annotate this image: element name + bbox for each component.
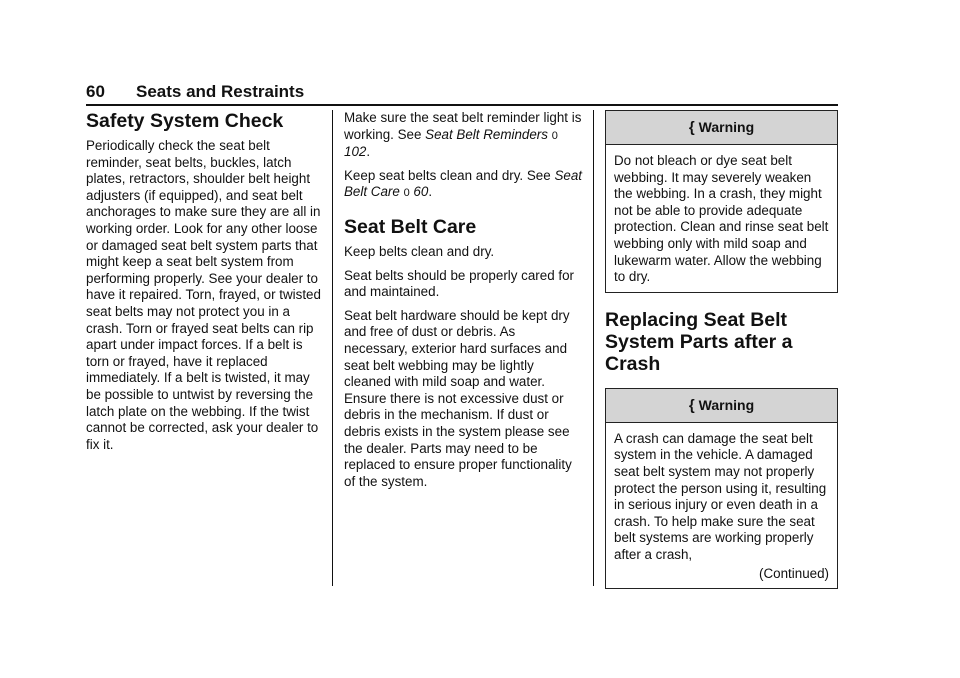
- seat-belt-care-link[interactable]: Seat Belt Care: [344, 167, 582, 200]
- column-1: [86, 110, 322, 460]
- column-divider: [593, 110, 594, 586]
- reminder-paragraph: Make sure the seat belt reminder light is working. See Seat Belt Reminders 0 102.: [344, 110, 582, 160]
- warning-crash-text: A crash can damage the seat belt system in the vehicle. A damaged seat belt system may not properly protect the person using it, resulting in serious injury or even death in a crash. To help make sure the seat belt systems are working properly after a crash,: [614, 430, 827, 562]
- warning-header: [606, 389, 837, 423]
- page-ref-icon: 0: [551, 129, 558, 142]
- hardware-paragraph: Seat belt hardware should be kept dry and free of dust or debris. As necessary, exterior hard surfaces and seat belt webbing may be lightly cleaned with mild soap and water. Ensure there is not excessive dust or debris in the mechanism. If dust or debris exists in the system please see the dealer. Parts may need to be replaced to ensure proper functionality of the system.: [344, 307, 572, 489]
- page-ref-102[interactable]: 102: [344, 144, 367, 160]
- warning-icon: {: [688, 119, 695, 136]
- warning-box-crash: [605, 388, 838, 589]
- warning-title: Warning: [698, 119, 755, 135]
- warning-title: Warning: [698, 396, 755, 413]
- page-ref-60[interactable]: 60: [413, 184, 429, 200]
- heading-safety-system-check: Safety System Check: [86, 110, 284, 132]
- reminder-text: Make sure the seat belt reminder light is working. See: [344, 110, 582, 142]
- page-number: 60: [86, 82, 105, 101]
- section-title: Seats and Restraints: [136, 82, 305, 101]
- continued-label: (Continued): [759, 565, 829, 581]
- warning-body: [606, 423, 837, 588]
- column-divider: [332, 110, 333, 586]
- page-header: [86, 82, 838, 106]
- seat-belt-reminders-link[interactable]: Seat Belt Reminders: [425, 126, 548, 142]
- clean-dry-text: Keep seat belts clean and dry. See: [344, 167, 551, 183]
- heading-replacing-parts: Replacing Seat Belt System Parts after a Crash: [605, 308, 793, 375]
- keep-clean-paragraph: Keep belts clean and dry.: [344, 243, 495, 259]
- clean-dry-paragraph: Keep seat belts clean and dry. See Seat Belt Care 0 60.: [344, 167, 582, 200]
- safety-check-paragraph: Periodically check the seat belt reminder, seat belts, buckles, latch plates, retractors, shoulder belt height adjusters (if equipped), and seat belt anchorages to make sure they are all in working order. Look for any other loose or damaged seat belt system parts that might keep a seat belt system from performing properly. See your dealer to have it repaired. Torn, frayed, or twisted seat belts may not protect you in a crash. Torn or frayed seat belts can rip apart under impact forces. If a belt is torn or frayed, have it replaced immediately. If a belt is twisted, it may be possible to untwist by reversing the latch plate on the webbing. If the twist cannot be corrected, ask your dealer to fix it.: [86, 138, 321, 452]
- warning-box-bleach: [605, 110, 838, 293]
- column-3: [605, 110, 838, 605]
- warning-icon: {: [688, 396, 695, 414]
- cared-for-paragraph: Seat belts should be properly cared for and maintained.: [344, 267, 575, 300]
- heading-seat-belt-care: Seat Belt Care: [344, 215, 477, 238]
- warning-body: Do not bleach or dye seat belt webbing. It may severely weaken the webbing. In a crash, they might not be able to provide adequate protection. Clean and rinse seat belt webbing only with mild soap and lukewarm water. Allow the webbing to dry.: [614, 153, 829, 285]
- warning-header: [606, 111, 837, 145]
- page-ref-icon: 0: [403, 187, 410, 200]
- column-2: [344, 110, 582, 497]
